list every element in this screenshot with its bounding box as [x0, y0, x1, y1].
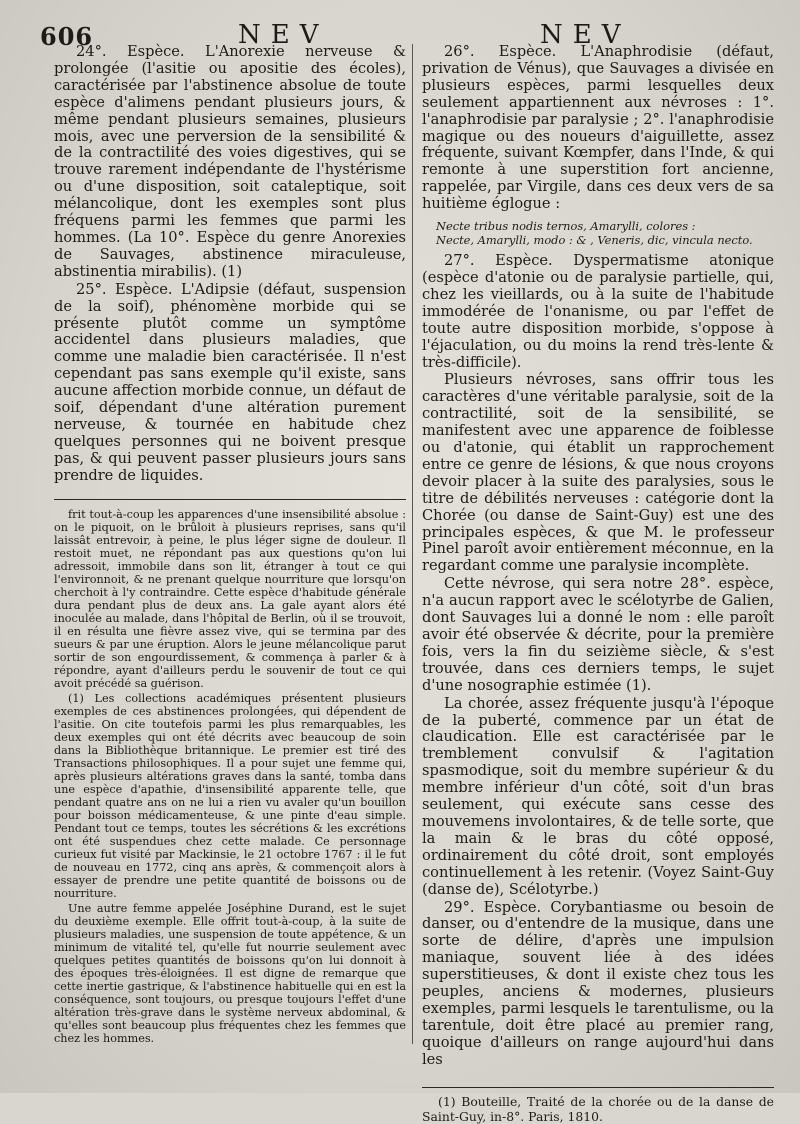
- footnote-continuation: frit tout-à-coup les apparences d'une insensibilité absolue : on le piquoit, on le brûloit à plusieurs reprises, sans qu'il laissât entrevoir, à peine, le plus léger signe de douleur. Il restoit muet, ne répondant pas aux questions qu'on lui adressoit, immobile dans son lit, étranger à tout ce qui l'environnoit, & ne prenant quelque nourriture que lorsqu'on cherchoit à l'y contraindre. Cette espèce d'habitude générale dura pendant plus de deux ans. La gale ayant alors été inoculée au malade, dans l'hôpital de Berlin, où il se trouvoit, il en résulta une fièvre assez vive, qui se termina par des sueurs & par une éruption. Alors le jeune mélancolique parut sortir de son engourdissement, & commença à parler & à répondre, ayant d'ailleurs perdu le souvenir de tout ce qui avoit précédé sa guérison.: [54, 507, 406, 690]
- left-footnotes: [54, 499, 406, 1045]
- footnote-1-continued: Une autre femme appelée Joséphine Durand, est le sujet du deuxième exemple. Elle offrit tout-à-coup, à la suite de plusieurs maladies, une suspension de toute appétence, & un minimum de vitalité tel, qu'elle fut nourrie seulement avec quelques petites quantités de boissons qu'on lui donnoit à des époques très-éloignées. Il est digne de remarque que cette inertie gastrique, & l'abstinence habituelle qui en est la conséquence, sont toujours, ou presque toujours l'effet d'une altération très-grave dans le système nerveux abdominal, & qu'elles sont beaucoup plus fréquentes chez les femmes que chez les hommes.: [54, 901, 406, 1045]
- footnote-bouteille: (1) Bouteille, Traité de la chorée ou de la danse de Saint-Guy, in-8°. Paris, 1810.: [422, 1093, 774, 1124]
- running-head-right: NEV: [540, 20, 631, 50]
- species-24-paragraph: 24°. Espèce. L'Anorexie nerveuse & prolongée (l'asitie ou apositie des écoles), caractérisée par l'abstinence absolue de toute espèce d'alimens pendant plusieurs jours, & même pendant plusieurs semaines, plusieurs mois, avec une perversion de la sensibilité & de la contractilité des voies digestives, qui se trouve rarement indépendante de l'hystérisme ou d'une disposition, soit cataleptique, soit mélancolique, dont les exemples sont plus fréquens parmi les femmes que parmi les hommes. (La 10°. Espèce du genre Anorexies de Sauvages, abstinence miraculeuse, abstinentia mirabilis). (1): [54, 43, 406, 280]
- chorea-description-paragraph: La chorée, assez fréquente jusqu'à l'époque de la puberté, commence par un état de claudication. Elle est caractérisée par le tremblement convulsif & l'agitation spasmodique, soit du membre supérieur & du membre inférieur d'un côté, soit d'un bras seulement, qui exécute sans cesse des mouvemens involontaires, & de telle sorte, que la main & le bras du côté opposé, ordinairement du côté droit, sont employés continuellement à les retenir. (Voyez Saint-Guy (danse de), Scélotyrbe.): [422, 694, 774, 898]
- column-divider: [412, 44, 413, 1044]
- nervous-debility-paragraph: Plusieurs névroses, sans offrir tous les caractères d'une véritable paralysie, soit de la contractilité, soit de la sensibilité, se manifestent avec une apparence de foiblesse ou d'atonie, qui établit un rapprochement entre ce genre de lésions, & que nous croyons devoir placer à la suite des paralysies, sous le titre de débilités nerveuses : catégorie dont la Chorée (ou danse de Saint-Guy) est une des principales espèces, & que M. le professeur Pinel paroît avoir entièrement méconnue, en la regardant comme une paralysie incomplète.: [422, 371, 774, 575]
- running-head-left: NEV: [238, 20, 329, 50]
- verse-line-1: Necte tribus nodis ternos, Amarylli, colores :: [436, 219, 696, 234]
- species-26-paragraph: 26°. Espèce. L'Anaphrodisie (défaut, privation de Vénus), que Sauvages a divisée en plusieurs espèces, parmi lesquelles deux seulement appartiennent aux névroses : 1°. l'anaphrodisie par paralysie ; 2°. l'anaphrodisie magique ou des noueurs d'aiguillette, assez fréquente, suivant Kœmpfer, dans l'Inde, & qui remonte à une superstition fort ancienne, rappelée, par Virgile, dans ces deux vers de sa huitième églogue :: [422, 43, 774, 213]
- species-25-paragraph: 25°. Espèce. L'Adipsie (défaut, suspension de la soif), phénomène morbide qui se présente plutôt comme un symptôme accidentel dans plusieurs maladies, que comme une maladie bien caractérisée. Il n'est cependant pas sans exemple qu'il existe, sans aucune affection morbide connue, un défaut de soif, dépendant d'une altération purement nerveuse, & tournée en habitude chez quelques personnes qui ne boivent presque pas, & qui peuvent passer plusieurs jours sans prendre de liquides.: [54, 280, 406, 484]
- left-column: [54, 44, 406, 1045]
- virgil-verse: [436, 219, 774, 247]
- right-footnote: [422, 1087, 774, 1124]
- footnote-1: (1) Les collections académiques présentent plusieurs exemples de ces abstinences prolongées, qui dépendent de l'asitie. On cite toutefois parmi les plus remarquables, les deux exemples qui ont été décrits avec beaucoup de soin dans la Bibliothèque britannique. Le premier est tiré des Transactions philosophiques. Il a pour sujet une femme qui, après plusieurs altérations graves dans la santé, tomba dans une espèce d'apathie, d'insensibilité apparente telle, que pendant quatre ans on ne lui a rien vu avaler qu'un bouillon pour boisson médicamenteuse, & une pinte d'eau simple. Pendant tout ce temps, toutes les sécrétions & les excrétions ont été suspendues chez cette malade. Ce personnage curieux fut visité par Mackinsie, le 21 octobre 1767 : il le fut de nouveau en 1772, cinq ans après, & commençoit alors à essayer de prendre une petite quantité de boissons ou de nourriture.: [54, 691, 406, 900]
- species-27-paragraph: 27°. Espèce. Dyspermatisme atonique (espèce d'atonie ou de paralysie partielle, qui, chez les vieillards, ou à la suite de l'habitude immodérée de l'onanisme, ou par l'effet de toute autre disposition morbide, s'oppose à l'éjaculation, ou du moins la rend très-lente & très-difficile).: [422, 252, 774, 371]
- chorea-intro-paragraph: Cette névrose, qui sera notre 28°. espèce, n'a aucun rapport avec le scélotyrbe de Galien, dont Sauvages lui a donné le nom : elle paroît avoir été observée & décrite, pour la première fois, vers la fin du seizième siècle, & s'est trouvée, dans ces derniers temps, le sujet d'une nosographie estimée (1).: [422, 575, 774, 694]
- species-29-paragraph: 29°. Espèce. Corybantiasme ou besoin de danser, ou d'entendre de la musique, dans une sorte de délire, d'après une impulsion maniaque, souvent liée à des idées superstitieuses, & dont il existe chez tous les peuples, anciens & modernes, plusieurs exemples, parmi lesquels le tarentulisme, ou la tarentule, doit être placé au premier rang, quoique d'ailleurs on range aujourd'hui dans les: [422, 898, 774, 1068]
- right-column: [422, 44, 774, 1124]
- verse-line-2: Necte, Amarylli, modo : & , Veneris, dic, vincula necto.: [436, 233, 753, 248]
- page-number: 606: [40, 22, 94, 51]
